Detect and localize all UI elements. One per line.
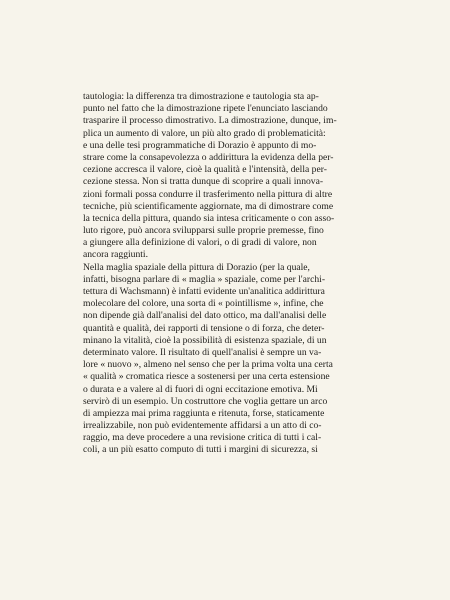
text-line: lore « nuovo », almeno nel senso che per la prima volta una certa [83,359,333,371]
paragraph-2 [83,262,374,457]
text-line: irrealizzabile, non può evidentemente affidarsi a un atto di co- [83,420,322,432]
text-line: raggio, ma deve procedere a una revisione critica di tutti i cal- [83,432,322,444]
text-line: plica un aumento di valore, un più alto grado di problematicità: [83,127,326,139]
text-line: determinato valore. Il risultato di quell'analisi è sempre un va- [83,346,322,358]
text-line: e una delle tesi programmatiche di Dorazio è appunto di mo- [83,139,317,151]
text-line: tautologia: la differenza tra dimostrazione e tautologia sta ap- [83,91,319,102]
text-line: coli, a un più esatto computo di tutti i margini di sicurezza, si [83,444,318,456]
text-line: zioni formali possa condurre il trasferimento nella pittura di altre [83,188,333,200]
text-line: « qualità » cromatica riesce a sostenersi per una certa estensione [83,371,330,383]
text-line: a giungere alla definizione di valori, o di gradi di valore, non [83,237,317,249]
text-line: cezione stessa. Non si tratta dunque di scoprire a quali innova- [83,176,324,188]
text-line: infatti, bisogna parlare di « maglia » spaziale, come per l'archi- [83,273,326,285]
text-line: tecniche, più scientificamente aggiornate, ma di dimostrare come [83,200,334,212]
text-line: la tecnica della pittura, quando sia intesa criticamente o con asso- [83,212,335,224]
text-line: minano la vitalità, cioè la possibilità di esistenza spaziale, di un [83,334,327,346]
text-line: quantità e qualità, dei rapporti di tensione o di forza, che deter- [83,322,325,334]
text-line: punto nel fatto che la dimostrazione ripete l'enunciato lasciando [83,103,328,115]
text-line: strare come la consapevolezza o addirittura la evidenza della per- [83,151,334,163]
text-line: trasparire il processo dimostrativo. La dimostrazione, dunque, im- [83,115,337,127]
body-text [83,91,374,457]
text-line: di ampiezza mai prima raggiunta e ritenuta, forse, staticamente [83,407,325,419]
text-line: ancora raggiunti. [83,249,148,261]
text-line: non dipende già dall'analisi del dato ottico, ma dall'analisi delle [83,310,327,322]
text-line: luto rigore, può ancora svilupparsi sulle proprie premesse, fino [83,225,324,237]
text-line: tettura di Wachsmann) è infatti evidente un'analitica addirittura [83,286,325,297]
text-line: cezione accresca il valore, cioè la qualità e l'intensità, della per- [83,164,327,176]
text-line: Nella maglia spaziale della pittura di Dorazio (per la quale, [83,261,310,273]
text-line: servirò di un esempio. Un costruttore che voglia gettare un arco [83,395,328,407]
text-line: molecolare del colore, una sorta di « pointillisme », infine, che [83,298,324,310]
text-line: o durata e a valere al di fuori di ogni eccitazione emotiva. Mi [83,383,318,395]
paragraph-1 [83,91,374,262]
